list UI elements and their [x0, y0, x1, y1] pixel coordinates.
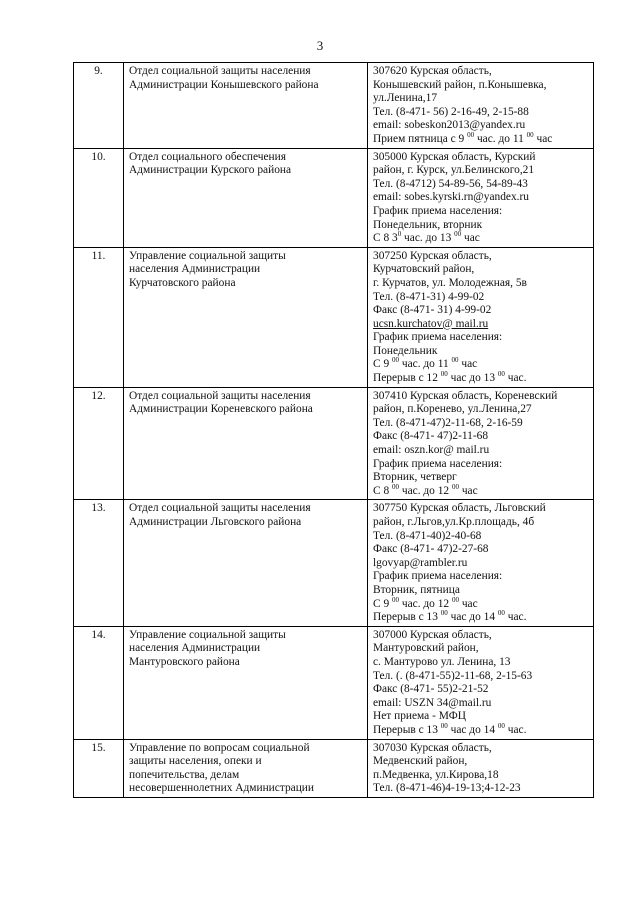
schedule-line [373, 611, 589, 625]
row-number: 11. [74, 247, 124, 387]
schedule-text: час. до 12 [399, 597, 452, 610]
contact-line: 307620 Курская область, [373, 65, 492, 77]
schedule-text: Перерыв с 12 [373, 372, 441, 385]
schedule-text: час до 13 [447, 372, 498, 385]
contact-line: Тел. (8-471-31) 4-99-02 [373, 290, 485, 303]
contact-line: Тел. (8-471-46)4-19-13;4-12-23 [373, 782, 521, 795]
schedule-text: час. [504, 611, 527, 624]
table-row [74, 387, 594, 500]
schedule-text: С 8 [373, 484, 392, 497]
contact-info-cell [368, 148, 594, 247]
superscript-minutes: 00 [440, 370, 448, 379]
contact-line: email: sobes.kyrski.rn@yandex.ru [373, 191, 530, 204]
organization-name-line: Курчатовского района [129, 276, 236, 289]
institutions-table [73, 62, 594, 798]
contact-info-cell [368, 247, 594, 387]
superscript-minutes: 00 [526, 130, 534, 139]
row-number: 13. [74, 500, 124, 626]
contact-line: lgovyap@rambler.ru [373, 556, 468, 569]
contact-line: email: sobeskon2013@yandex.ru [373, 119, 526, 132]
organization-name-line: Отдел социальной защиты населения [129, 65, 311, 77]
schedule-line [373, 482, 589, 499]
contact-line: Тел. (8-471-47)2-11-68, 2-16-59 [373, 416, 523, 429]
organization-name-cell [124, 63, 368, 149]
organization-name-line: населения Администрации [129, 642, 261, 655]
contact-line: Конышевский район, п.Конышевка, [373, 78, 547, 91]
organization-name-line: Управление по вопросам социальной [129, 741, 310, 754]
schedule-text: С 9 [373, 597, 392, 610]
contact-line: График приема населения: [373, 204, 503, 217]
schedule-line [373, 372, 589, 386]
contact-line: 307750 Курская область, Льговский [373, 502, 546, 515]
table-row [74, 63, 594, 149]
schedule-text: Перерыв с 13 [373, 723, 441, 736]
schedule-text: Перерыв с 13 [373, 611, 441, 624]
contact-line: 307250 Курская область, [373, 249, 492, 262]
schedule-text: час. [504, 372, 527, 385]
organization-name-line: населения Администрации [129, 263, 261, 276]
organization-name-cell [124, 387, 368, 500]
schedule-text: С 8 3 [373, 232, 398, 245]
organization-name-cell [124, 739, 368, 797]
contact-info-cell [368, 63, 594, 149]
superscript-minutes: 00 [392, 356, 399, 365]
schedule-line [373, 232, 589, 246]
superscript-minutes: 00 [467, 130, 475, 139]
contact-line: Факс (8-471- 47)2-27-68 [373, 543, 489, 556]
contact-line: Факс (8-471- 47)2-11-68 [373, 430, 489, 443]
superscript-minutes: 00 [451, 482, 459, 491]
schedule-text: час [458, 484, 478, 497]
organization-name-cell [124, 500, 368, 626]
contact-line: район, п.Коренево, ул.Ленина,27 [373, 403, 532, 416]
superscript-minutes: 0 [397, 230, 402, 239]
schedule-line [373, 130, 589, 147]
contact-line: п.Медвенка, ул.Кирова,18 [373, 768, 499, 781]
schedule-text: час. до 11 [474, 132, 527, 145]
contact-line: Тел. (8-4712) 54-89-56, 54-89-43 [373, 177, 528, 190]
contact-line: Медвенский район, [373, 755, 468, 768]
organization-name-line: Управление социальной защиты [129, 628, 286, 641]
organization-name-line: Мантуровского района [129, 655, 240, 668]
schedule-text: час [458, 358, 478, 371]
contact-line: район, г.Льгов,ул.Кр.площадь, 4б [373, 516, 535, 528]
schedule-line [373, 721, 589, 738]
contact-info-cell [368, 626, 594, 739]
table-row [74, 626, 594, 739]
organization-name-line: Отдел социальной защиты населения [129, 502, 311, 515]
contact-line: График приема населения: [373, 570, 503, 583]
schedule-text: час. до 13 [401, 232, 455, 245]
superscript-minutes: 00 [454, 230, 462, 239]
contact-line: Тел. (. (8-471-55)2-11-68, 2-15-63 [373, 669, 533, 682]
row-number: 12. [74, 387, 124, 500]
contact-line: Тел. (8-471-40)2-40-68 [373, 529, 482, 542]
contact-line: 307030 Курская область, [373, 741, 492, 754]
superscript-minutes: 00 [392, 482, 399, 491]
superscript-minutes: 00 [497, 370, 505, 379]
contact-line: Курчатовский район, [373, 263, 475, 276]
row-number: 9. [74, 63, 124, 149]
schedule-line [373, 358, 589, 372]
table-row [74, 247, 594, 387]
superscript-minutes: 00 [497, 609, 505, 618]
contact-line: Факс (8-471- 31) 4-99-02 [373, 304, 492, 317]
schedule-line [373, 595, 589, 612]
superscript-minutes: 00 [440, 609, 448, 618]
schedule-text: час. [504, 723, 527, 736]
superscript-minutes: 00 [497, 721, 505, 730]
organization-name-cell [124, 626, 368, 739]
schedule-text: час. до 12 [399, 484, 452, 497]
contact-line: Факс (8-471- 55)2-21-52 [373, 683, 489, 696]
superscript-minutes: 00 [392, 595, 399, 604]
contact-line: с. Мантурово ул. Ленина, 13 [373, 655, 511, 668]
organization-name-line: Администрации Конышевского района [129, 78, 319, 91]
organization-name-line: попечительства, делам [129, 768, 240, 781]
organization-name-line: Управление социальной защиты [129, 249, 286, 262]
contact-line: email: oszn.kor@ mail.ru [373, 444, 490, 457]
row-number: 14. [74, 626, 124, 739]
contact-info-cell [368, 739, 594, 797]
schedule-text: час [533, 132, 553, 145]
table-row [74, 500, 594, 626]
superscript-minutes: 00 [451, 356, 459, 365]
contact-line: График приема населения: [373, 331, 503, 344]
contact-line: 305000 Курская область, Курский [373, 150, 536, 163]
contact-line: Вторник, четверг [373, 471, 457, 484]
schedule-text: час до 14 [447, 723, 498, 736]
organization-name-line: несовершеннолетних Администрации [129, 782, 314, 795]
row-number: 15. [74, 739, 124, 797]
contact-line: ул.Ленина,17 [373, 92, 438, 105]
organization-name-line: защиты населения, опеки и [129, 755, 262, 768]
organization-name-line: Отдел социальной защиты населения [129, 389, 311, 402]
contact-line: График приема населения: [373, 457, 503, 470]
organization-name-cell [124, 247, 368, 387]
table-row [74, 148, 594, 247]
superscript-minutes: 00 [451, 595, 459, 604]
organization-name-cell [124, 148, 368, 247]
contact-info-cell [368, 387, 594, 500]
schedule-text: час. до 11 [399, 358, 452, 371]
email-link[interactable]: ucsn.kurchatov@ mail.ru [373, 317, 489, 330]
organization-name-line: Администрации Льговского района [129, 516, 302, 528]
organization-name-line: Отдел социального обеспечения [129, 150, 286, 163]
superscript-minutes: 00 [440, 721, 448, 730]
table-row [74, 739, 594, 797]
schedule-text: час [461, 232, 480, 245]
contact-line: Вторник, пятница [373, 583, 460, 596]
contact-line: Нет приема - МФЦ [373, 710, 466, 723]
schedule-text: час до 14 [447, 611, 498, 624]
contact-line: email: USZN 34@mail.ru [373, 696, 492, 709]
contact-line: 307410 Курская область, Кореневский [373, 389, 558, 402]
table-body [74, 63, 594, 798]
schedule-text: Прием пятница с 9 [373, 132, 468, 145]
contact-line: Мантуровский район, [373, 642, 479, 655]
contact-line: район, г. Курск, ул.Белинского,21 [373, 164, 535, 177]
schedule-text: С 9 [373, 358, 392, 371]
row-number: 10. [74, 148, 124, 247]
schedule-text: час [458, 597, 478, 610]
contact-line: Понедельник [373, 344, 438, 357]
contact-line: Тел. (8-471- 56) 2-16-49, 2-15-88 [373, 105, 529, 118]
contact-line: Понедельник, вторник [373, 218, 483, 231]
organization-name-line: Администрации Курского района [129, 164, 292, 177]
contact-info-cell [368, 500, 594, 626]
organization-name-line: Администрации Кореневского района [129, 403, 313, 416]
contact-line: 307000 Курская область, [373, 628, 492, 641]
page-number: 3 [316, 38, 324, 53]
contact-line: г. Курчатов, ул. Молодежная, 5в [373, 276, 527, 289]
